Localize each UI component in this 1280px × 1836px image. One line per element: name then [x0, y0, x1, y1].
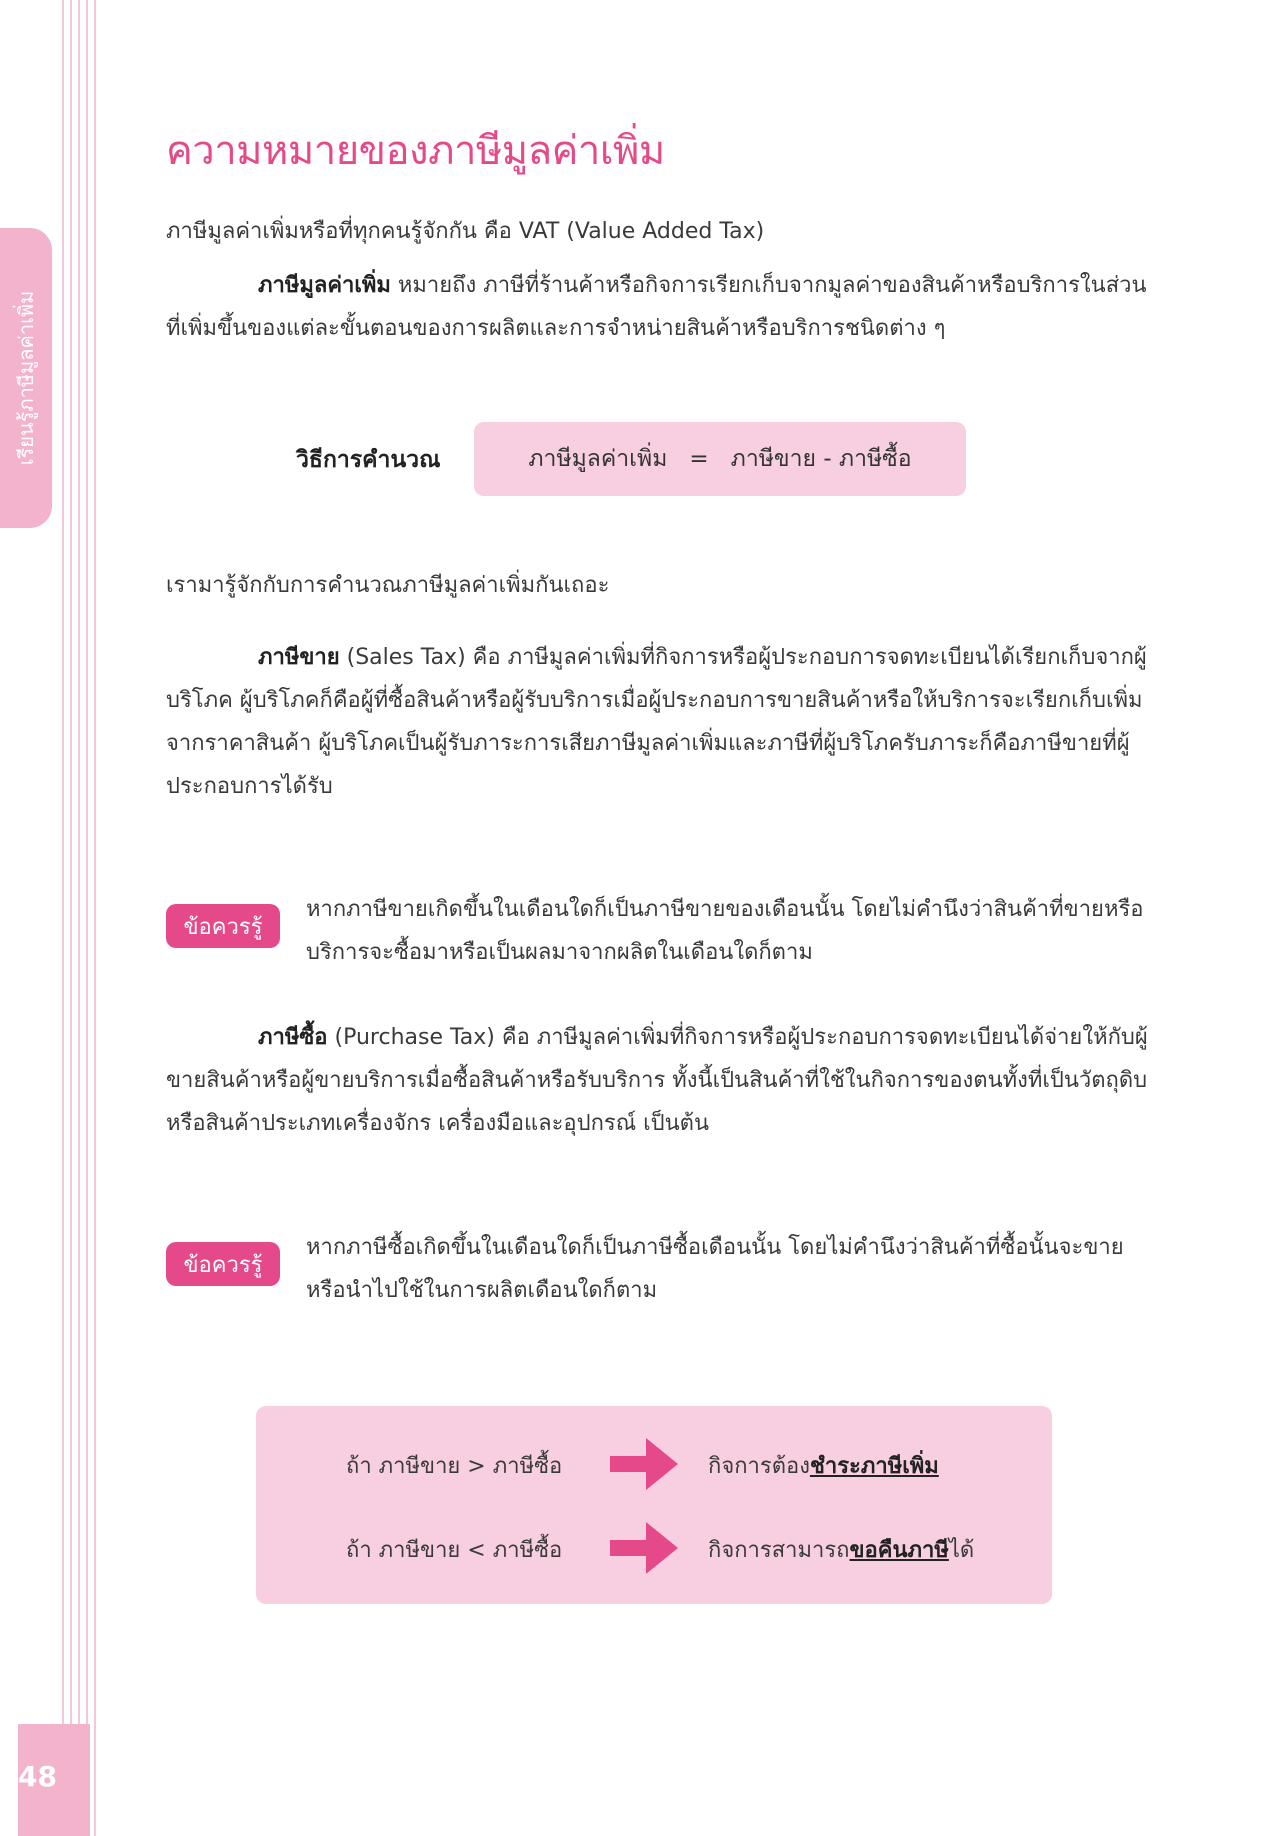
- sales-tax-paragraph: [166, 636, 1151, 808]
- lead-in-paragraph: เรามารู้จักกับการคำนวณภาษีมูลค่าเพิ่มกันเถอะ: [166, 573, 610, 598]
- margin-line: [62, 0, 64, 1836]
- intro-paragraph: ภาษีมูลค่าเพิ่มหรือที่ทุกคนรู้จักกัน คือ VAT (Value Added Tax): [166, 219, 765, 244]
- note-badge: ข้อควรรู้: [166, 1242, 280, 1286]
- condition-result: [708, 1532, 974, 1567]
- right-arrow-icon: [608, 1434, 680, 1498]
- definition-text: หมายถึง ภาษีที่ร้านค้าหรือกิจการเรียกเก็บจากมูลค่าของสินค้าหรือบริการในส่วนที่เพิ่มขึ้นของแต่ละขั้นตอนของการผลิตและการจำหน่ายสินค้าหรือบริการชนิดต่าง ๆ: [166, 273, 1147, 341]
- page-title: ความหมายของภาษีมูลค่าเพิ่ม: [166, 128, 665, 174]
- sales-tax-text: (Sales Tax) คือ ภาษีมูลค่าเพิ่มที่กิจการหรือผู้ประกอบการจดทะเบียนได้เรียกเก็บจากผู้บริโภค ผู้บริโภคก็คือผู้ที่ซื้อสินค้าหรือผู้รับบริการเมื่อผู้ประกอบการขายสินค้าหรือให้บริการจะเรียกเก็บเพิ่มจากราคาสินค้า ผู้บริโภคเป็นผู้รับภาระการเสียภาษีมูลค่าเพิ่มและภาษีที่ผู้บริโภครับภาระก็คือภาษีขายที่ผู้ประกอบการได้รับ: [166, 645, 1147, 799]
- condition-result-prefix: กิจการสามารถ: [708, 1538, 850, 1563]
- formula-box: [474, 422, 966, 496]
- condition-result-emphasis: ชำระภาษีเพิ่ม: [809, 1454, 939, 1479]
- section-tab-label: เรียนรู้ภาษีมูลค่าเพิ่ม: [14, 290, 38, 466]
- sales-tax-term: ภาษีขาย: [258, 645, 340, 670]
- condition-row: [256, 1518, 1052, 1578]
- right-arrow-icon: [608, 1518, 680, 1582]
- condition-panel: [256, 1406, 1052, 1604]
- note-badge: ข้อควรรู้: [166, 904, 280, 948]
- note-text: หากภาษีซื้อเกิดขึ้นในเดือนใดก็เป็นภาษีซื้อเดือนนั้น โดยไม่คำนึงว่าสินค้าที่ซื้อนั้นจะขายหรือนำไปใช้ในการผลิตเดือนใดก็ตาม: [306, 1235, 1124, 1303]
- condition-result-prefix: กิจการต้อง: [708, 1454, 810, 1479]
- note-text: หากภาษีขายเกิดขึ้นในเดือนใดก็เป็นภาษีขายของเดือนนั้น โดยไม่คำนึงว่าสินค้าที่ขายหรือบริการจะซื้อมาหรือเป็นผลมาจากผลิตในเดือนใดก็ตาม: [306, 897, 1144, 965]
- formula-lhs: ภาษีมูลค่าเพิ่ม: [528, 446, 668, 472]
- condition-result-suffix: ได้: [948, 1538, 975, 1563]
- page-number: 48: [18, 1760, 57, 1793]
- formula-rhs: ภาษีขาย - ภาษีซื้อ: [730, 446, 912, 472]
- condition-result-emphasis: ขอคืนภาษี: [849, 1538, 949, 1563]
- condition-if: ถ้า ภาษีขาย > ภาษีซื้อ: [346, 1454, 563, 1479]
- purchase-tax-paragraph: [166, 1016, 1151, 1145]
- purchase-tax-term: ภาษีซื้อ: [258, 1025, 328, 1050]
- purchase-tax-text: (Purchase Tax) คือ ภาษีมูลค่าเพิ่มที่กิจการหรือผู้ประกอบการจดทะเบียนได้จ่ายให้กับผู้ขายสินค้าหรือผู้ขายบริการเมื่อซื้อสินค้าหรือรับบริการ ทั้งนี้เป็นสินค้าที่ใช้ในกิจการของตนทั้งที่เป็นวัตถุดิบหรือสินค้าประเภทเครื่องจักร เครื่องมือและอุปกรณ์ เป็นต้น: [166, 1025, 1148, 1136]
- margin-line: [70, 0, 72, 1836]
- formula-label: วิธีการคำนวณ: [296, 447, 441, 473]
- condition-if: ถ้า ภาษีขาย < ภาษีซื้อ: [346, 1538, 563, 1563]
- definition-paragraph: [166, 264, 1151, 350]
- condition-row: [256, 1434, 1052, 1494]
- definition-term: ภาษีมูลค่าเพิ่ม: [258, 273, 391, 298]
- margin-line: [94, 0, 96, 1836]
- formula-equals: =: [689, 446, 709, 472]
- margin-line: [78, 0, 80, 1836]
- condition-result: [708, 1448, 939, 1483]
- margin-line: [86, 0, 88, 1836]
